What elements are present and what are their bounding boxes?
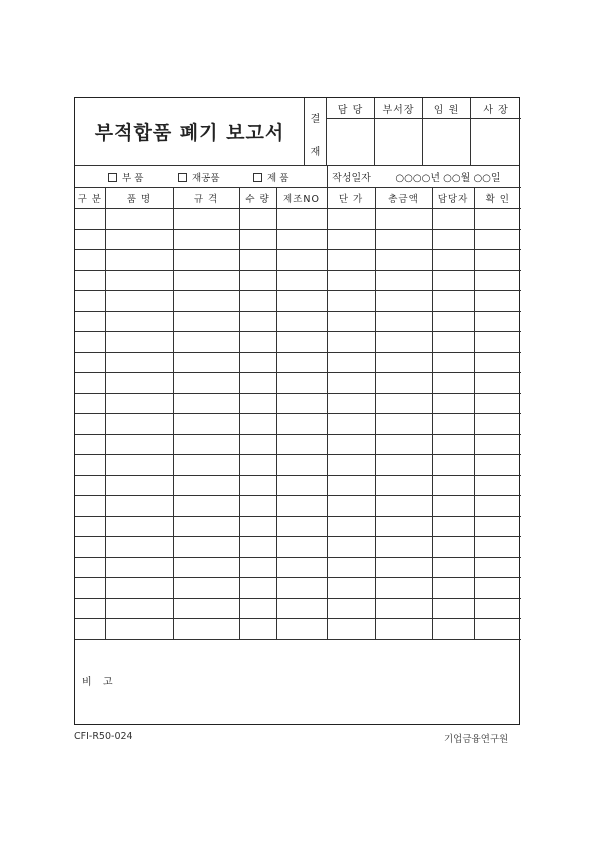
table-cell[interactable] (173, 373, 239, 394)
table-cell[interactable] (327, 516, 375, 537)
table-cell[interactable] (327, 475, 375, 496)
approval-label-top: 결 (310, 114, 321, 125)
table-cell[interactable] (474, 598, 521, 619)
table-cell[interactable] (239, 352, 276, 373)
table-row (75, 332, 521, 353)
table-cell[interactable] (105, 496, 173, 517)
date-label: 작성일자 (327, 165, 375, 187)
table-cell[interactable] (75, 619, 105, 640)
table-cell[interactable] (75, 393, 105, 414)
table-row (75, 455, 521, 476)
table-cell[interactable] (276, 209, 327, 230)
table-cell[interactable] (327, 619, 375, 640)
table-cell[interactable] (105, 332, 173, 353)
table-cell[interactable] (432, 434, 474, 455)
table-cell[interactable] (432, 332, 474, 353)
table-cell[interactable] (173, 578, 239, 599)
checkbox-icon[interactable] (178, 173, 187, 182)
option-parts-label: 부 품 (122, 173, 144, 184)
table-cell[interactable] (432, 270, 474, 291)
col-header-person: 담당자 (432, 188, 474, 209)
table-cell[interactable] (432, 516, 474, 537)
table-cell[interactable] (474, 475, 521, 496)
table-cell[interactable] (327, 291, 375, 312)
table-cell[interactable] (75, 455, 105, 476)
table-cell[interactable] (239, 434, 276, 455)
table-cell[interactable] (432, 373, 474, 394)
table-cell[interactable] (276, 619, 327, 640)
table-cell[interactable] (375, 475, 432, 496)
table-cell[interactable] (105, 270, 173, 291)
col-header-unit-price: 단 가 (327, 188, 375, 209)
table-cell[interactable] (276, 291, 327, 312)
table-cell[interactable] (432, 291, 474, 312)
table-cell[interactable] (75, 209, 105, 230)
table-cell[interactable] (432, 578, 474, 599)
table-cell[interactable] (474, 537, 521, 558)
table-row (75, 434, 521, 455)
table-cell[interactable] (105, 537, 173, 558)
table-cell[interactable] (327, 537, 375, 558)
table-cell[interactable] (239, 475, 276, 496)
table-cell[interactable] (173, 291, 239, 312)
table-cell[interactable] (276, 311, 327, 332)
table-row (75, 393, 521, 414)
table-cell[interactable] (327, 434, 375, 455)
table-cell[interactable] (276, 270, 327, 291)
table-cell[interactable] (375, 557, 432, 578)
table-cell[interactable] (432, 414, 474, 435)
table-cell[interactable] (75, 352, 105, 373)
table-cell[interactable] (276, 537, 327, 558)
table-cell[interactable] (327, 557, 375, 578)
table-cell[interactable] (105, 516, 173, 537)
table-cell[interactable] (432, 455, 474, 476)
table-cell[interactable] (276, 434, 327, 455)
table-row (75, 311, 521, 332)
table-cell[interactable] (276, 352, 327, 373)
table-cell[interactable] (239, 291, 276, 312)
table-row (75, 291, 521, 312)
option-wip[interactable] (178, 170, 220, 184)
table-cell[interactable] (375, 537, 432, 558)
approval-label (304, 98, 327, 165)
table-cell[interactable] (474, 373, 521, 394)
table-cell[interactable] (105, 414, 173, 435)
table-cell[interactable] (239, 578, 276, 599)
table-cell[interactable] (75, 311, 105, 332)
table-cell[interactable] (327, 229, 375, 250)
table-cell[interactable] (276, 332, 327, 353)
table-cell[interactable] (276, 557, 327, 578)
table-cell[interactable] (75, 332, 105, 353)
table-cell[interactable] (276, 393, 327, 414)
table-cell[interactable] (375, 598, 432, 619)
table-cell[interactable] (375, 578, 432, 599)
table-cell[interactable] (327, 311, 375, 332)
col-header-category: 구 분 (75, 188, 105, 209)
table-cell[interactable] (474, 209, 521, 230)
table-row (75, 250, 521, 271)
table-header-row (75, 188, 521, 209)
table-cell[interactable] (432, 496, 474, 517)
table-cell[interactable] (375, 352, 432, 373)
table-row (75, 496, 521, 517)
table-row (75, 598, 521, 619)
category-options (75, 165, 519, 188)
table-cell[interactable] (474, 311, 521, 332)
table-cell[interactable] (239, 619, 276, 640)
table-cell[interactable] (173, 619, 239, 640)
table-cell[interactable] (375, 250, 432, 271)
table-cell[interactable] (474, 434, 521, 455)
table-cell[interactable] (173, 393, 239, 414)
table-cell[interactable] (105, 250, 173, 271)
table-cell[interactable] (375, 270, 432, 291)
table-cell[interactable] (75, 496, 105, 517)
table-cell[interactable] (105, 598, 173, 619)
approval-label-bottom: 재 (310, 147, 321, 158)
table-cell[interactable] (432, 250, 474, 271)
table-cell[interactable] (173, 598, 239, 619)
table-cell[interactable] (276, 455, 327, 476)
form-title: 부적합품 폐기 보고서 (94, 122, 285, 144)
table-cell[interactable] (474, 414, 521, 435)
option-parts[interactable] (108, 170, 143, 184)
table-cell[interactable] (105, 455, 173, 476)
table-cell[interactable] (239, 598, 276, 619)
table-cell[interactable] (327, 496, 375, 517)
table-cell[interactable] (173, 209, 239, 230)
col-header-quantity: 수 량 (239, 188, 276, 209)
col-header-item-name: 품 명 (105, 188, 173, 209)
table-cell[interactable] (327, 373, 375, 394)
table-cell[interactable] (105, 291, 173, 312)
table-cell[interactable] (276, 414, 327, 435)
table-cell[interactable] (375, 229, 432, 250)
table-cell[interactable] (276, 598, 327, 619)
table-cell[interactable] (276, 475, 327, 496)
col-header-total: 총금액 (375, 188, 432, 209)
table-cell[interactable] (239, 393, 276, 414)
table-cell[interactable] (474, 516, 521, 537)
table-cell[interactable] (239, 537, 276, 558)
table-row (75, 229, 521, 250)
table-cell[interactable] (432, 619, 474, 640)
table-row (75, 475, 521, 496)
table-cell[interactable] (327, 270, 375, 291)
table-row (75, 373, 521, 394)
table-row (75, 537, 521, 558)
table-cell[interactable] (75, 373, 105, 394)
table-cell[interactable] (75, 434, 105, 455)
table-cell[interactable] (375, 291, 432, 312)
table-cell[interactable] (173, 270, 239, 291)
table-cell[interactable] (474, 270, 521, 291)
table-cell[interactable] (105, 393, 173, 414)
table-row (75, 414, 521, 435)
table-cell[interactable] (239, 250, 276, 271)
table-cell[interactable] (474, 291, 521, 312)
table-cell[interactable] (432, 475, 474, 496)
table-cell[interactable] (375, 414, 432, 435)
table-cell[interactable] (173, 414, 239, 435)
table-cell[interactable] (239, 516, 276, 537)
table-cell[interactable] (432, 209, 474, 230)
table-cell[interactable] (105, 229, 173, 250)
form-code: CFI-R50-024 (74, 731, 133, 742)
table-cell[interactable] (327, 598, 375, 619)
table-cell[interactable] (75, 598, 105, 619)
table-cell[interactable] (239, 557, 276, 578)
checkbox-icon[interactable] (108, 173, 117, 182)
table-cell[interactable] (105, 209, 173, 230)
table-cell[interactable] (276, 229, 327, 250)
table-cell[interactable] (75, 414, 105, 435)
table-cell[interactable] (327, 393, 375, 414)
table-cell[interactable] (173, 557, 239, 578)
col-header-confirm: 확 인 (474, 188, 521, 209)
organization-name: 기업금융연구원 (444, 734, 509, 745)
remarks-box[interactable] (75, 664, 519, 724)
table-cell[interactable] (474, 250, 521, 271)
table-cell[interactable] (375, 619, 432, 640)
remarks-label: 비 고 (82, 677, 117, 688)
table-cell[interactable] (276, 250, 327, 271)
table-cell[interactable] (239, 414, 276, 435)
table-cell[interactable] (276, 516, 327, 537)
table-row (75, 352, 521, 373)
table-cell[interactable] (173, 250, 239, 271)
items-table (75, 187, 521, 640)
approval-box-president[interactable] (471, 98, 521, 165)
table-cell[interactable] (75, 270, 105, 291)
table-cell[interactable] (173, 229, 239, 250)
col-header-serial-no: 제조NO (276, 188, 327, 209)
table-cell[interactable] (327, 250, 375, 271)
table-cell[interactable] (474, 229, 521, 250)
report-form (74, 97, 520, 725)
table-cell[interactable] (105, 373, 173, 394)
approval-box-manager[interactable] (375, 98, 423, 165)
approval-box-executive[interactable] (423, 98, 471, 165)
form-header (75, 98, 519, 166)
table-cell[interactable] (474, 332, 521, 353)
table-cell[interactable] (173, 311, 239, 332)
date-field[interactable]: ○○○○년 ○○월 ○○일 (395, 172, 501, 184)
table-cell[interactable] (239, 270, 276, 291)
table-cell[interactable] (75, 516, 105, 537)
table-cell[interactable] (375, 496, 432, 517)
table-cell[interactable] (276, 496, 327, 517)
table-cell[interactable] (75, 229, 105, 250)
table-cell[interactable] (432, 393, 474, 414)
table-cell[interactable] (239, 209, 276, 230)
option-wip-label: 재공품 (192, 173, 220, 184)
table-cell[interactable] (474, 496, 521, 517)
table-cell[interactable] (173, 434, 239, 455)
table-cell[interactable] (375, 434, 432, 455)
table-cell[interactable] (105, 311, 173, 332)
checkbox-icon[interactable] (253, 173, 262, 182)
table-cell[interactable] (75, 250, 105, 271)
table-cell[interactable] (173, 496, 239, 517)
table-cell[interactable] (105, 434, 173, 455)
table-cell[interactable] (239, 229, 276, 250)
table-cell[interactable] (75, 578, 105, 599)
table-cell[interactable] (375, 373, 432, 394)
table-cell[interactable] (327, 578, 375, 599)
table-cell[interactable] (105, 619, 173, 640)
option-product-label: 제 품 (267, 173, 289, 184)
table-cell[interactable] (327, 414, 375, 435)
table-cell[interactable] (474, 393, 521, 414)
table-row (75, 516, 521, 537)
table-cell[interactable] (474, 352, 521, 373)
table-cell[interactable] (75, 557, 105, 578)
table-cell[interactable] (375, 393, 432, 414)
table-cell[interactable] (239, 311, 276, 332)
table-cell[interactable] (474, 619, 521, 640)
table-row (75, 578, 521, 599)
table-cell[interactable] (327, 332, 375, 353)
table-row (75, 557, 521, 578)
table-cell[interactable] (432, 311, 474, 332)
approval-head-manager: 부서장 (375, 98, 422, 119)
table-cell[interactable] (375, 332, 432, 353)
approval-head-president: 사 장 (471, 98, 521, 119)
table-cell[interactable] (105, 475, 173, 496)
table-cell[interactable] (105, 557, 173, 578)
table-row (75, 619, 521, 640)
table-cell[interactable] (173, 537, 239, 558)
table-cell[interactable] (327, 352, 375, 373)
approval-head-staff: 담 당 (327, 98, 374, 119)
table-cell[interactable] (75, 291, 105, 312)
table-cell[interactable] (239, 496, 276, 517)
table-cell[interactable] (432, 598, 474, 619)
table-cell[interactable] (239, 455, 276, 476)
table-cell[interactable] (474, 578, 521, 599)
table-cell[interactable] (327, 209, 375, 230)
approval-head-executive: 임 원 (423, 98, 470, 119)
table-cell[interactable] (474, 557, 521, 578)
table-cell[interactable] (173, 475, 239, 496)
col-header-spec: 규 격 (173, 188, 239, 209)
table-cell[interactable] (173, 516, 239, 537)
table-row (75, 270, 521, 291)
table-cell[interactable] (375, 516, 432, 537)
table-cell[interactable] (432, 537, 474, 558)
table-cell[interactable] (239, 332, 276, 353)
table-cell[interactable] (105, 352, 173, 373)
approval-box-staff[interactable] (327, 98, 375, 165)
table-cell[interactable] (375, 311, 432, 332)
table-cell[interactable] (105, 578, 173, 599)
table-cell[interactable] (173, 332, 239, 353)
table-cell[interactable] (474, 455, 521, 476)
table-cell[interactable] (327, 455, 375, 476)
table-row (75, 209, 521, 230)
table-cell[interactable] (239, 373, 276, 394)
option-product[interactable] (253, 170, 288, 184)
table-cell[interactable] (173, 352, 239, 373)
table-cell[interactable] (173, 455, 239, 476)
table-cell[interactable] (432, 352, 474, 373)
table-cell[interactable] (276, 373, 327, 394)
table-cell[interactable] (75, 537, 105, 558)
table-cell[interactable] (432, 229, 474, 250)
table-cell[interactable] (75, 475, 105, 496)
table-cell[interactable] (375, 209, 432, 230)
table-cell[interactable] (432, 557, 474, 578)
table-cell[interactable] (276, 578, 327, 599)
table-cell[interactable] (375, 455, 432, 476)
